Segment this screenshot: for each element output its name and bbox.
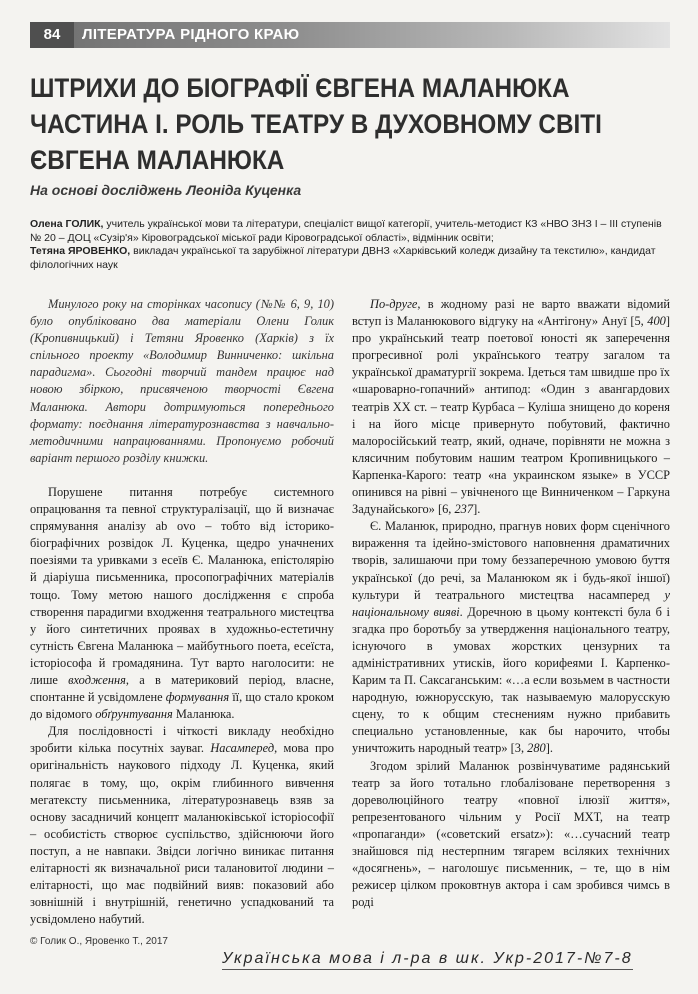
author-info: [30, 218, 672, 272]
right-column: [352, 296, 670, 911]
author-1-name: Олена ГОЛИК,: [30, 218, 104, 230]
article-title: [30, 70, 670, 178]
editorial-intro: Минулого року на сторінках часопису (№№ 6, 9, 10) було опубліковано два матеріали Олени Голик (Кропивницький) і Тетяни Яровенко (Харків) з їх спільного проекту «Володимир Винниченко: шкільна парадигма». Сьогодні творчий тандем працює над новою збіркою, присвяченою творчості Євгена Маланюка. Автори дотримуються попереднього формату: поєднання літературознавства з навчально-методичними напрацюваннями. Пропонуємо робочий варіант першого розділу книжки.: [30, 297, 334, 465]
article-subtitle: На основі досліджень Леоніда Куценка: [30, 182, 302, 198]
section-title: ЛІТЕРАТУРА РІДНОГО КРАЮ: [82, 26, 300, 43]
author-1-info: учитель української мови та літератури, спеціаліст вищої категорії, учитель-методист КЗ «НВО ЗНЗ І – ІІІ ступенів № 20 – ДОЦ «Сузір'я» Кіровоградської міської ради Кіровоградської області», відмінник освіти;: [30, 218, 662, 244]
author-2: [30, 245, 672, 272]
copyright: © Голик О., Яровенко Т., 2017: [30, 936, 168, 947]
paragraph: По-друге, в жодному разі не варто вважати відомий вступ із Маланюкового відгуку на «Антігону» Ануї [5, 400] про український театр поетової юності як заперечення прогресивної ролі українського театру загалом та української драматургії зокрема. Ідеться там швидше про їх «шароварно-гопачний» антипод: «Один з авангардових театрів XX ст. – театр Курбаса – Куліша знищено до кореня і на його місце привернуто побутовий, фактично малоросійський театр, який, одначе, порівняти не можна з клясичним побутовим нашим театром Кропивницького – Карпенка-Карого: театр «на украинском языке» в УССР опинився на рівні – увічненого ще Винниченком – Гаркуна Задунайського» [6, 237].: [352, 297, 670, 517]
paragraph: Є. Маланюк, природно, прагнув нових форм сценічного вираження та ідейно-змістового наповнення драматичних творів, залишаючи при тому беззаперечною умовою буття української (до речі, за Маланюком як і будь-якої іншої) культури й театрального мистецтва насамперед у національному вияві. Доречною в цьому контексті була б і згадка про боротьбу за утвердження національного театру, існуючого в умовах жорстких цензурних та адміністративних утисків, його корифеями І. Карпенко-Карим та П. Саксаганським: «…а если возьмем в частности народную, южнорусскую, так называемую малорусскую сцену, то к общим стеснениям нужно прибавить специально установленные, как бы нарочито, чтобы уничтожить народный театр» [3, 280].: [352, 519, 670, 756]
title-line-3: ЄВГЕНА МАЛАНЮКА: [30, 145, 285, 175]
handwritten-citation: Українська мова і л-ра в шк. Укр-2017-№7-8: [222, 950, 633, 970]
paragraph: Для послідовності і чіткості викладу необхідно зробити кілька посутніх зауваг. Насамперед, мова про оригінальність наукового підходу Л. Куценка, який полягає в тому, що, окрім глибинного вивчення мегатексту письменника, літературознавець взяв за основу засадничий концепт маланюківської історіософії – особистість створює суспільство, здійснюючи його поступ, а не навпаки. Звідси логічно виникає питання елітарності як визначальної риси талановитої людини – елітарності, що має подвійний вияв: показовий або зовнішній і внутрішній, генетично успадкований та усвідомлено набутий.: [30, 724, 335, 927]
paragraph: Згодом зрілий Маланюк розвінчуватиме радянський театр за його тотально глобалізоване перетворення з дореволюційного театру «повної ілюзії життя», репрезентованого чільним у Росії МХТ, на театр «пропаганди» («советский ersatz»): «…сучасний театр знайшовся під нестерпним тягарем всіляких технічних «досягнень», – наголошує письменник, – те, що в нім режисер цілком проковтнув актора і сам зробився чимсь в роді: [352, 758, 670, 910]
left-column: [30, 296, 334, 928]
title-line-1: ШТРИХИ ДО БІОГРАФІЇ ЄВГЕНА МАЛАНЮКА: [30, 73, 570, 103]
title-line-2: ЧАСТИНА І. РОЛЬ ТЕАТРУ В ДУХОВНОМУ СВІТІ: [30, 109, 602, 139]
author-2-name: Тетяна ЯРОВЕНКО,: [30, 245, 131, 257]
author-2-info: викладач української та зарубіжної літератури ДВНЗ «Харківський коледж дизайну та текстилю», кандидат філологічних наук: [30, 245, 656, 271]
page-number: 84: [30, 22, 74, 48]
author-1: [30, 218, 672, 245]
paragraph: Порушене питання потребує системного опрацювання та певної структуралізації, що й визначає спрямування аналізу ab ovo – тобто від історико-біографічних розвідок Л. Куценка, щедро уначнених поезіями та уривками з есеїв Є. Маланюка, епістолярію й діаріуша письменника, просопографічних матеріалів тощо. Тому метою нашого дослідження є спроба створення парадигми входження театрального мистецтва у його синтетичних проявах в художньо-естетичну сутність Євгена Маланюка – майбутнього поета, есеїста, історіософа й громадянина. Тут варто наголосити: не лише входження, а в материковий період, власне, спонтанне й усвідомлене формування її, що стало кроком до відомого обґрунтування Маланюка.: [30, 484, 334, 722]
